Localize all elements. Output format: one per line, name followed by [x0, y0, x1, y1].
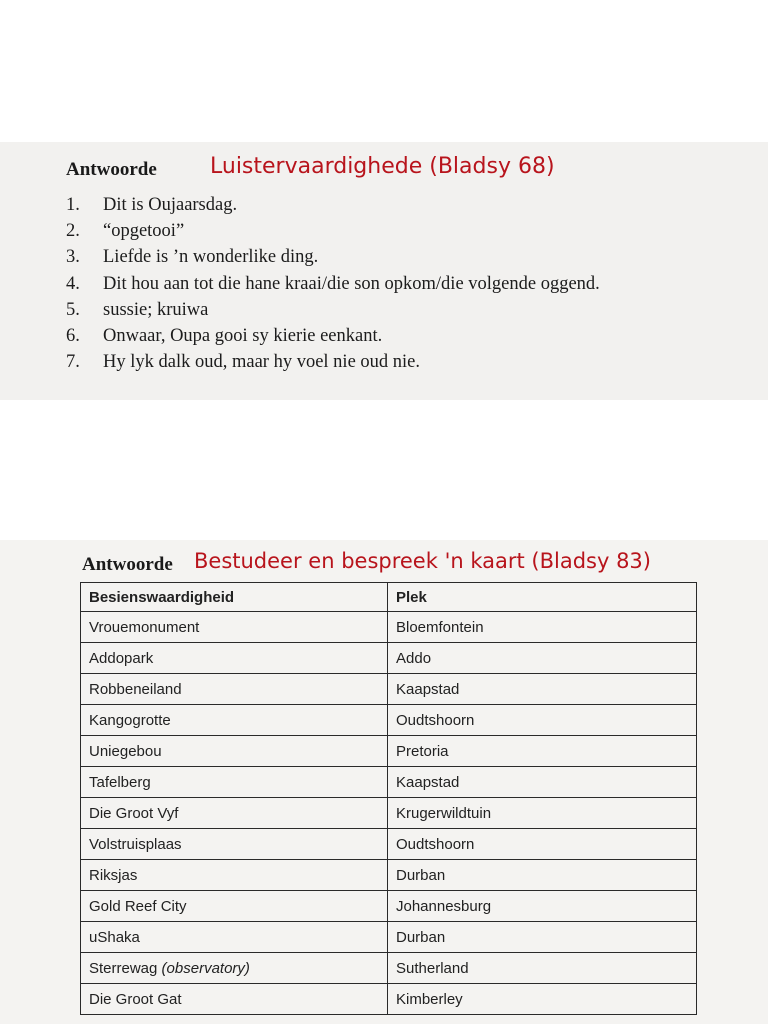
attraction-name: Uniegebou — [89, 742, 162, 760]
answer-number: 6. — [66, 325, 80, 346]
attraction-cell — [81, 891, 388, 922]
answer-text: Hy lyk dalk oud, maar hy voel nie oud nie. — [103, 352, 421, 373]
attraction-cell — [81, 705, 388, 736]
place-cell: Durban — [388, 922, 697, 953]
answer-text: “opgetooi” — [103, 221, 185, 242]
place-cell: Bloemfontein — [388, 612, 697, 643]
table-row — [81, 674, 697, 705]
answers-label-2: Antwoorde — [82, 554, 173, 575]
place-cell: Oudtshoorn — [388, 829, 697, 860]
column-header-attraction: Besienswaardigheid — [81, 583, 388, 612]
answer-text: Liefde is ’n wonderlike ding. — [103, 247, 319, 268]
place-cell: Krugerwildtuin — [388, 798, 697, 829]
place-cell: Kaapstad — [388, 674, 697, 705]
attraction-note: (observatory) — [161, 959, 250, 977]
attraction-name: Tafelberg — [89, 773, 151, 791]
attraction-cell — [81, 736, 388, 767]
attractions-table — [80, 582, 697, 1015]
column-header-place: Plek — [388, 583, 697, 612]
attraction-cell — [81, 674, 388, 705]
attraction-name: Kangogrotte — [89, 711, 171, 729]
attraction-cell — [81, 860, 388, 891]
answer-number: 5. — [66, 299, 80, 320]
answer-item — [66, 271, 600, 297]
place-cell: Johannesburg — [388, 891, 697, 922]
place-cell: Kaapstad — [388, 767, 697, 798]
answer-item — [66, 244, 600, 270]
answer-item — [66, 218, 600, 244]
answer-text: Onwaar, Oupa gooi sy kierie eenkant. — [103, 325, 383, 346]
table-row — [81, 612, 697, 643]
answer-item — [66, 349, 600, 375]
attraction-name: Vrouemonument — [89, 618, 200, 636]
table-row — [81, 767, 697, 798]
attraction-cell — [81, 643, 388, 674]
attraction-name: Gold Reef City — [89, 897, 187, 915]
answer-number: 4. — [66, 273, 80, 294]
table-row — [81, 860, 697, 891]
place-cell: Oudtshoorn — [388, 705, 697, 736]
table-row — [81, 705, 697, 736]
table-row — [81, 643, 697, 674]
answers-label-1: Antwoorde — [66, 159, 157, 180]
table-row — [81, 953, 697, 984]
place-cell: Addo — [388, 643, 697, 674]
attraction-name: Volstruisplaas — [89, 835, 182, 853]
table-row — [81, 984, 697, 1015]
attraction-name: uShaka — [89, 928, 140, 946]
table-row — [81, 891, 697, 922]
attraction-cell — [81, 829, 388, 860]
answer-text: Dit is Oujaarsdag. — [103, 195, 238, 215]
attraction-name: Die Groot Gat — [89, 990, 182, 1008]
answer-number: 7. — [66, 352, 80, 373]
attraction-cell — [81, 767, 388, 798]
table-row — [81, 829, 697, 860]
place-cell: Sutherland — [388, 953, 697, 984]
answer-number: 2. — [66, 221, 80, 242]
answer-item — [66, 297, 600, 323]
section-title-map: Bestudeer en bespreek 'n kaart (Bladsy 83) — [194, 549, 651, 573]
attraction-cell — [81, 984, 388, 1015]
answer-item — [66, 192, 600, 218]
table-header-row — [81, 583, 697, 612]
answer-text: Dit hou aan tot die hane kraai/die son opkom/die volgende oggend. — [103, 273, 600, 294]
attraction-cell — [81, 798, 388, 829]
place-cell: Durban — [388, 860, 697, 891]
answer-number: 1. — [66, 195, 80, 215]
answer-text: sussie; kruiwa — [103, 299, 209, 320]
table-row — [81, 922, 697, 953]
attraction-name: Riksjas — [89, 866, 138, 884]
attraction-cell — [81, 612, 388, 643]
table-row — [81, 798, 697, 829]
answer-item — [66, 323, 600, 349]
attraction-name: Robbeneiland — [89, 680, 182, 698]
answer-number: 3. — [66, 247, 80, 268]
attraction-name: Die Groot Vyf — [89, 804, 179, 822]
place-cell: Pretoria — [388, 736, 697, 767]
attraction-cell — [81, 922, 388, 953]
attraction-name: Addopark — [89, 649, 154, 667]
answers-list — [66, 192, 600, 375]
attraction-name: Sterrewag — [89, 959, 162, 977]
attraction-cell — [81, 953, 388, 984]
section-title-listening: Luistervaardighede (Bladsy 68) — [210, 154, 555, 179]
place-cell: Kimberley — [388, 984, 697, 1015]
table-row — [81, 736, 697, 767]
